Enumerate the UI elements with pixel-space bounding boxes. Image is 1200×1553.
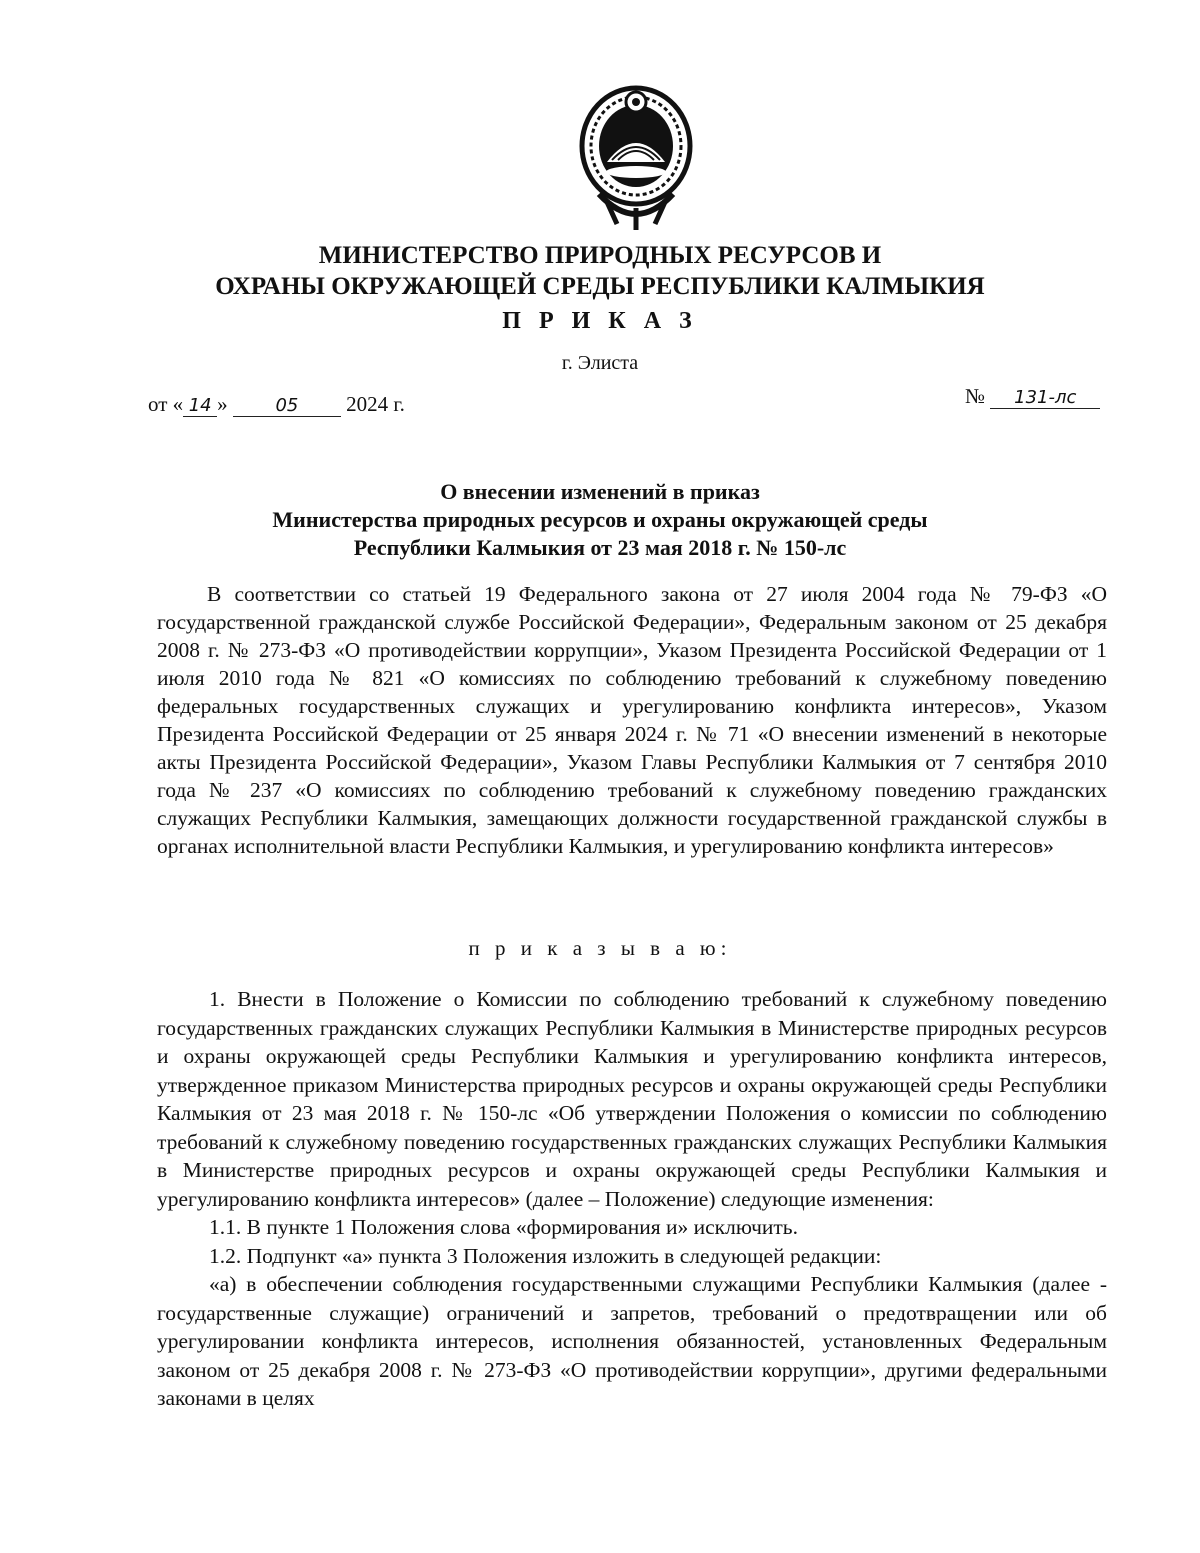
- order-item-1-2: 1.2. Подпункт «а» пункта 3 Положения изложить в следующей редакции:: [209, 1243, 882, 1268]
- document-type: П Р И К А З: [502, 308, 698, 334]
- subject-line-1: О внесении изменений в приказ: [440, 479, 760, 504]
- document-number: [965, 384, 1100, 409]
- date-month: 05: [233, 395, 341, 417]
- city: г. Элиста: [561, 352, 639, 374]
- subject-line-3: Республики Калмыкия от 23 мая 2018 г. № 150-лс: [353, 535, 847, 560]
- date-mid: »: [217, 392, 228, 416]
- order-item-new-text: «а) в обеспечении соблюдения государственными служащими Республики Калмыкия (далее - государственные служащие) ограничений и запретов, требований о предотвращении или об урегулировании конфликта интересов, исполнения обязанностей, установленных Федеральным законом от 25 декабря 2008 г. № 273-ФЗ «О противодействии коррупции», другими федеральными законами в целях: [157, 1272, 1107, 1410]
- order-subject: [0, 478, 1200, 562]
- preamble: [157, 580, 1107, 860]
- date-line: [148, 392, 405, 417]
- order-word: п р и к а з ы в а ю:: [468, 936, 732, 960]
- date-year: 2024 г.: [346, 392, 405, 416]
- date-day: 14: [183, 395, 217, 417]
- coat-of-arms-emblem: [577, 84, 695, 234]
- ministry-line-1: МИНИСТЕРСТВО ПРИРОДНЫХ РЕСУРСОВ И: [318, 242, 882, 269]
- subject-line-2: Министерства природных ресурсов и охраны окружающей среды: [272, 507, 928, 532]
- order-item-1: 1. Внести в Положение о Комиссии по соблюдению требований к служебному поведению государственных гражданских служащих Республики Калмыкия в Министерстве природных ресурсов и охраны окружающей среды Республики Калмыкия и урегулированию конфликта интересов, утвержденное приказом Министерства природных ресурсов и охраны окружающей среды Республики Калмыкия от 23 мая 2018 г. № 150-лс «Об утверждении Положения о комиссии по соблюдению требований к служебному поведению государственных гражданских служащих Республики Калмыкия в Министерстве природных ресурсов и охраны окружающей среды Республики Калмыкия и урегулированию конфликта интересов» (далее – Положение) следующие изменения:: [157, 987, 1107, 1211]
- number-prefix: №: [965, 384, 986, 408]
- order-item-1-1: 1.1. В пункте 1 Положения слова «формирования и» исключить.: [209, 1215, 798, 1239]
- preamble-paragraph: В соответствии со статьей 19 Федерального закона от 27 июля 2004 года № 79-ФЗ «О государственной гражданской службе Российской Федерации», Федеральным законом от 25 декабря 2008 г. № 273-ФЗ «О противодействии коррупции», Указом Президента Российской Федерации от 1 июля 2010 года № 821 «О комиссиях по соблюдению требований к служебному поведению федеральных государственных служащих и урегулированию конфликта интересов», Указом Президента Российской Федерации от 25 января 2024 г. № 71 «О внесении изменений в некоторые акты Президента Российской Федерации», Указом Главы Республики Калмыкия от 7 сентября 2010 года № 237 «О комиссиях по соблюдению требований к служебному поведению гражданских служащих Республики Калмыкия, замещающих должности государственной гражданской службы в органах исполнительной власти Республики Калмыкия, и урегулированию конфликта интересов»: [157, 582, 1107, 858]
- number-value: 131-лс: [990, 387, 1100, 409]
- ministry-name: [0, 240, 1200, 302]
- order-items: [157, 985, 1107, 1413]
- date-prefix: от «: [148, 392, 184, 416]
- ministry-line-2: ОХРАНЫ ОКРУЖАЮЩЕЙ СРЕДЫ РЕСПУБЛИКИ КАЛМЫКИЯ: [215, 273, 985, 300]
